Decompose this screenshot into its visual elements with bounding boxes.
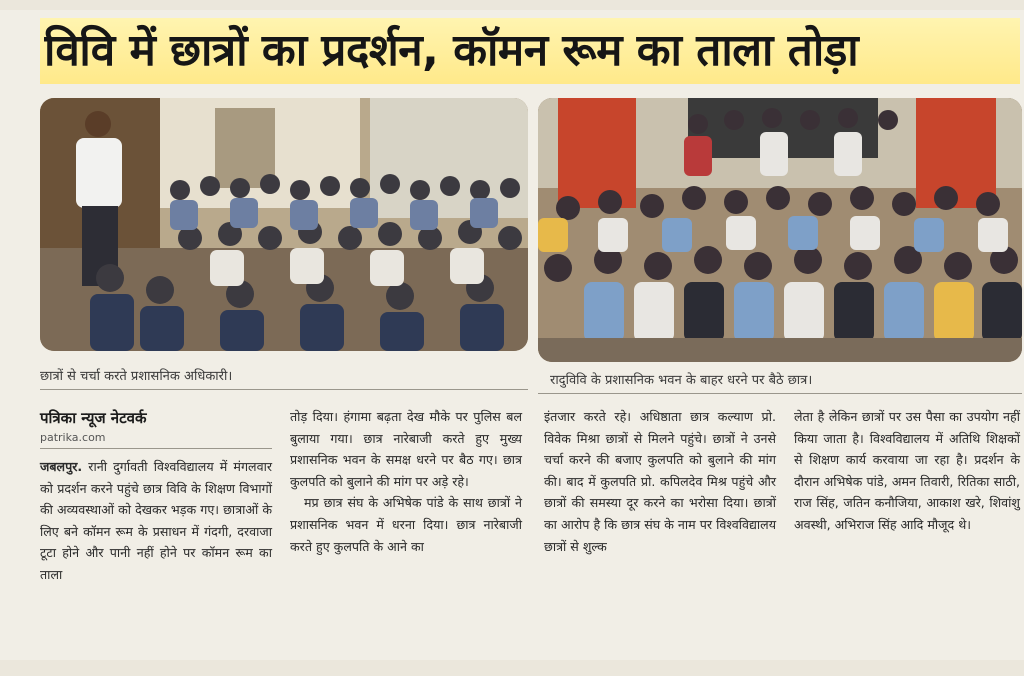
article-column-1 (40, 456, 272, 586)
photo-officials-talking (40, 98, 528, 351)
photo-caption: छात्रों से चर्चा करते प्रशासनिक अधिकारी। (40, 369, 233, 384)
article-text: रानी दुर्गावती विश्वविद्यालय में मंगलवार को प्रदर्शन करने पहुंचे छात्र विवि के शिक्षण विभागों की अव्यवस्थाओं को देखकर भड़क गए। छात्राओं के लिए बने कॉमन रूम के प्रसाधन में गंदगी, दरवाजा टूटा होने और पानी नहीं होने पर कॉमन रूम का ताला (40, 459, 272, 582)
photo-caption: रादुविवि के प्रशासनिक भवन के बाहर धरने पर बैठे छात्र। (550, 373, 813, 388)
photo-students-protest (538, 98, 1022, 362)
caption-rule (40, 389, 528, 390)
page-bottom-strip (0, 660, 1024, 676)
page-top-strip (0, 0, 1024, 10)
caption-rule (538, 393, 1022, 394)
dateline: जबलपुर. (40, 459, 83, 474)
article-column-2 (290, 406, 522, 557)
byline-rule (40, 448, 272, 449)
article-paragraph: तोड़ दिया। हंगामा बढ़ता देख मौके पर पुलिस बल बुलाया गया। छात्र नारेबाजी करते हुए मुख्य प्रशासनिक भवन के समक्ष धरने पर बैठ गए। छात्र कुलपति को बुलाने की मांग पर अड़े रहे। (290, 409, 522, 489)
article-column-4 (794, 406, 1020, 536)
article-paragraph: मप्र छात्र संघ के अभिषेक पांडे के साथ छात्रों ने प्रशासनिक भवन में धरना दिया। छात्र नारेबाजी करते हुए कुलपति के आने का (290, 495, 522, 554)
article-paragraph: इंतजार करते रहे। अधिष्ठाता छात्र कल्याण प्रो. विवेक मिश्रा छात्रों से मिलने पहुंचे। छात्रों ने उनसे चर्चा करने की बजाए कुलपति को बुलाने की मांग की। बाद में कुलपति प्रो. कपिलदेव मिश्र पहुंचे और छात्रों की समस्या दूर करने का भरोसा दिया। छात्रों का आरोप है कि छात्र संघ के नाम पर विश्वविद्यालय छात्रों से शुल्क (544, 409, 776, 554)
byline-title: पत्रिका न्यूज नेटवर्क (40, 409, 147, 427)
headline: विवि में छात्रों का प्रदर्शन, कॉमन रूम का ताला तोड़ा (44, 25, 859, 76)
article-paragraph: लेता है लेकिन छात्रों पर उस पैसा का उपयोग नहीं किया जाता है। विश्वविद्यालय में अतिथि शिक्षकों से शिक्षण कार्य करवाया जा रहा है। प्रदर्शन के दौरान अभिषेक पांडे, अमन तिवारी, रितिका साठी, राज सिंह, जतिन कनौजिया, आकाश खरे, शिवांशु अवस्थी, अभिराज सिंह आदि मौजूद थे। (794, 409, 1020, 532)
byline-site: patrika.com (40, 431, 106, 444)
article-column-3 (544, 406, 776, 557)
